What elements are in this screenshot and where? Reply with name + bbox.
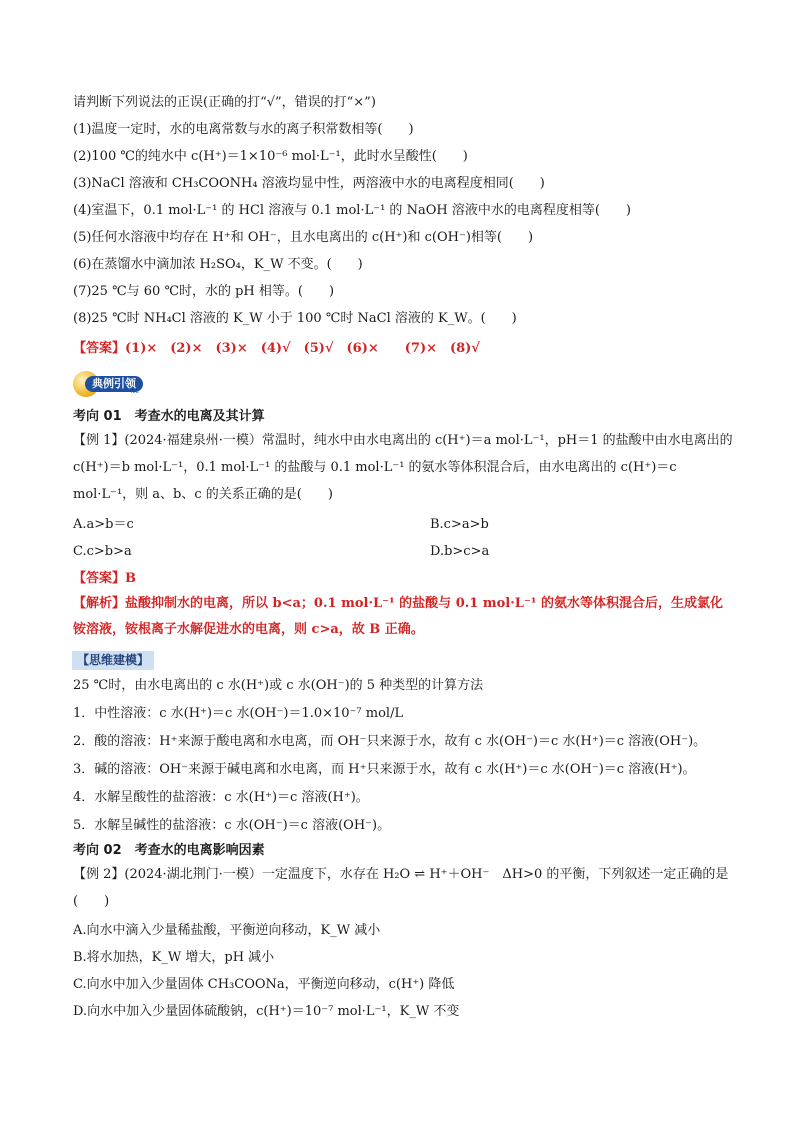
example2-question: 【例 2】(2024·湖北荆门·一模）一定温度下，水存在 H₂O ⇌ H⁺＋OH⁻ ΔH>0 的平衡，下列叙述一定正确的是( ) (73, 867, 729, 909)
mind-item-1: 1．中性溶液：c 水(H⁺)＝c 水(OH⁻)＝1.0×10⁻⁷ mol/L (73, 706, 404, 721)
mind-lead: 25 ℃时，由水电离出的 c 水(H⁺)或 c 水(OH⁻)的 5 种类型的计算方法 (73, 678, 484, 693)
statement-6: (6)在蒸馏水中滴加浓 H₂SO₄，K_W 不变。( ) (73, 257, 363, 272)
example1-option-a: A.a>b＝c (73, 517, 134, 532)
mind-item-5: 5．水解呈碱性的盐溶液：c 水(OH⁻)＝c 溶液(OH⁻)。 (73, 818, 391, 833)
example2-option-a: A.向水中滴入少量稀盐酸，平衡逆向移动，K_W 减小 (73, 923, 381, 938)
mind-item-2: 2．酸的溶液：H⁺来源于酸电离和水电离，而 OH⁻只来源于水，故有 c 水(OH⁻)＝c 水(H⁺)＝c 溶液(OH⁻)。 (73, 734, 707, 749)
example2-option-d: D.向水中加入少量固体硫酸钠，c(H⁺)＝10⁻⁷ mol·L⁻¹，K_W 不变 (73, 1004, 460, 1019)
badge-label: 典例引领 (85, 376, 143, 392)
example2-option-b: B.将水加热，K_W 增大，pH 减小 (73, 950, 275, 965)
example1-question: 【例 1】(2024·福建泉州·一模）常温时，纯水中由水电离出的 c(H⁺)＝a mol·L⁻¹，pH＝1 的盐酸中由水电离出的 c(H⁺)＝b mol·L⁻¹，0.1 mol·L⁻¹ 的盐酸与 0.1 mol·L⁻¹ 的氨水等体积混合后，由水电离出的 c(H⁺)＝c mol·L⁻¹，则 a、b、c 的关系正确的是( ) (73, 433, 733, 502)
example2-option-c: C.向水中加入少量固体 CH₃COONa，平衡逆向移动，c(H⁺) 降低 (73, 977, 455, 992)
badge-sub: IIIC (131, 389, 139, 395)
statement-2: (2)100 ℃的纯水中 c(H⁺)＝1×10⁻⁶ mol·L⁻¹，此时水呈酸性( ) (73, 149, 468, 164)
statement-8: (8)25 ℃时 NH₄Cl 溶液的 K_W 小于 100 ℃时 NaCl 溶液的 K_W。( ) (73, 311, 517, 326)
example1-analysis: 【解析】盐酸抑制水的电离，所以 b<a；0.1 mol·L⁻¹ 的盐酸与 0.1 mol·L⁻¹ 的氨水等体积混合后，生成氯化铵溶液，铵根离子水解促进水的电离，则 c>a，故 B 正确。 (73, 596, 723, 637)
mind-model-tag: 【思维建模】 (72, 651, 154, 670)
example1-answer: 【答案】B (73, 571, 136, 586)
intro-text: 请判断下列说法的正误(正确的打“√”，错误的打“×”) (73, 95, 376, 110)
answer-line: 【答案】(1)× (2)× (3)× (4)√ (5)√ (6)× (7)× (8)√ (73, 341, 480, 356)
statement-4: (4)室温下，0.1 mol·L⁻¹ 的 HCl 溶液与 0.1 mol·L⁻¹ 的 NaOH 溶液中水的电离程度相等( ) (73, 203, 631, 218)
statement-5: (5)任何水溶液中均存在 H⁺和 OH⁻，且水电离出的 c(H⁺)和 c(OH⁻)相等( ) (73, 230, 534, 245)
statement-7: (7)25 ℃与 60 ℃时，水的 pH 相等。( ) (73, 284, 335, 299)
statement-3: (3)NaCl 溶液和 CH₃COONH₄ 溶液均显中性，两溶液中水的电离程度相同( ) (73, 176, 545, 191)
mind-item-4: 4．水解呈酸性的盐溶液：c 水(H⁺)＝c 溶液(H⁺)。 (73, 790, 369, 805)
example1-option-d: D.b>c>a (430, 544, 490, 559)
section2-title: 考向 02 考查水的电离影响因素 (73, 843, 265, 858)
mind-item-3: 3．碱的溶液：OH⁻来源于碱电离和水电离，而 H⁺只来源于水，故有 c 水(H⁺)＝c 水(OH⁻)＝c 溶液(H⁺)。 (73, 762, 696, 777)
example1-option-c: C.c>b>a (73, 544, 132, 559)
statement-1: (1)温度一定时，水的电离常数与水的离子积常数相等( ) (73, 122, 414, 137)
example-badge (73, 371, 151, 397)
section1-title: 考向 01 考查水的电离及其计算 (73, 409, 265, 424)
example1-option-b: B.c>a>b (430, 517, 489, 532)
